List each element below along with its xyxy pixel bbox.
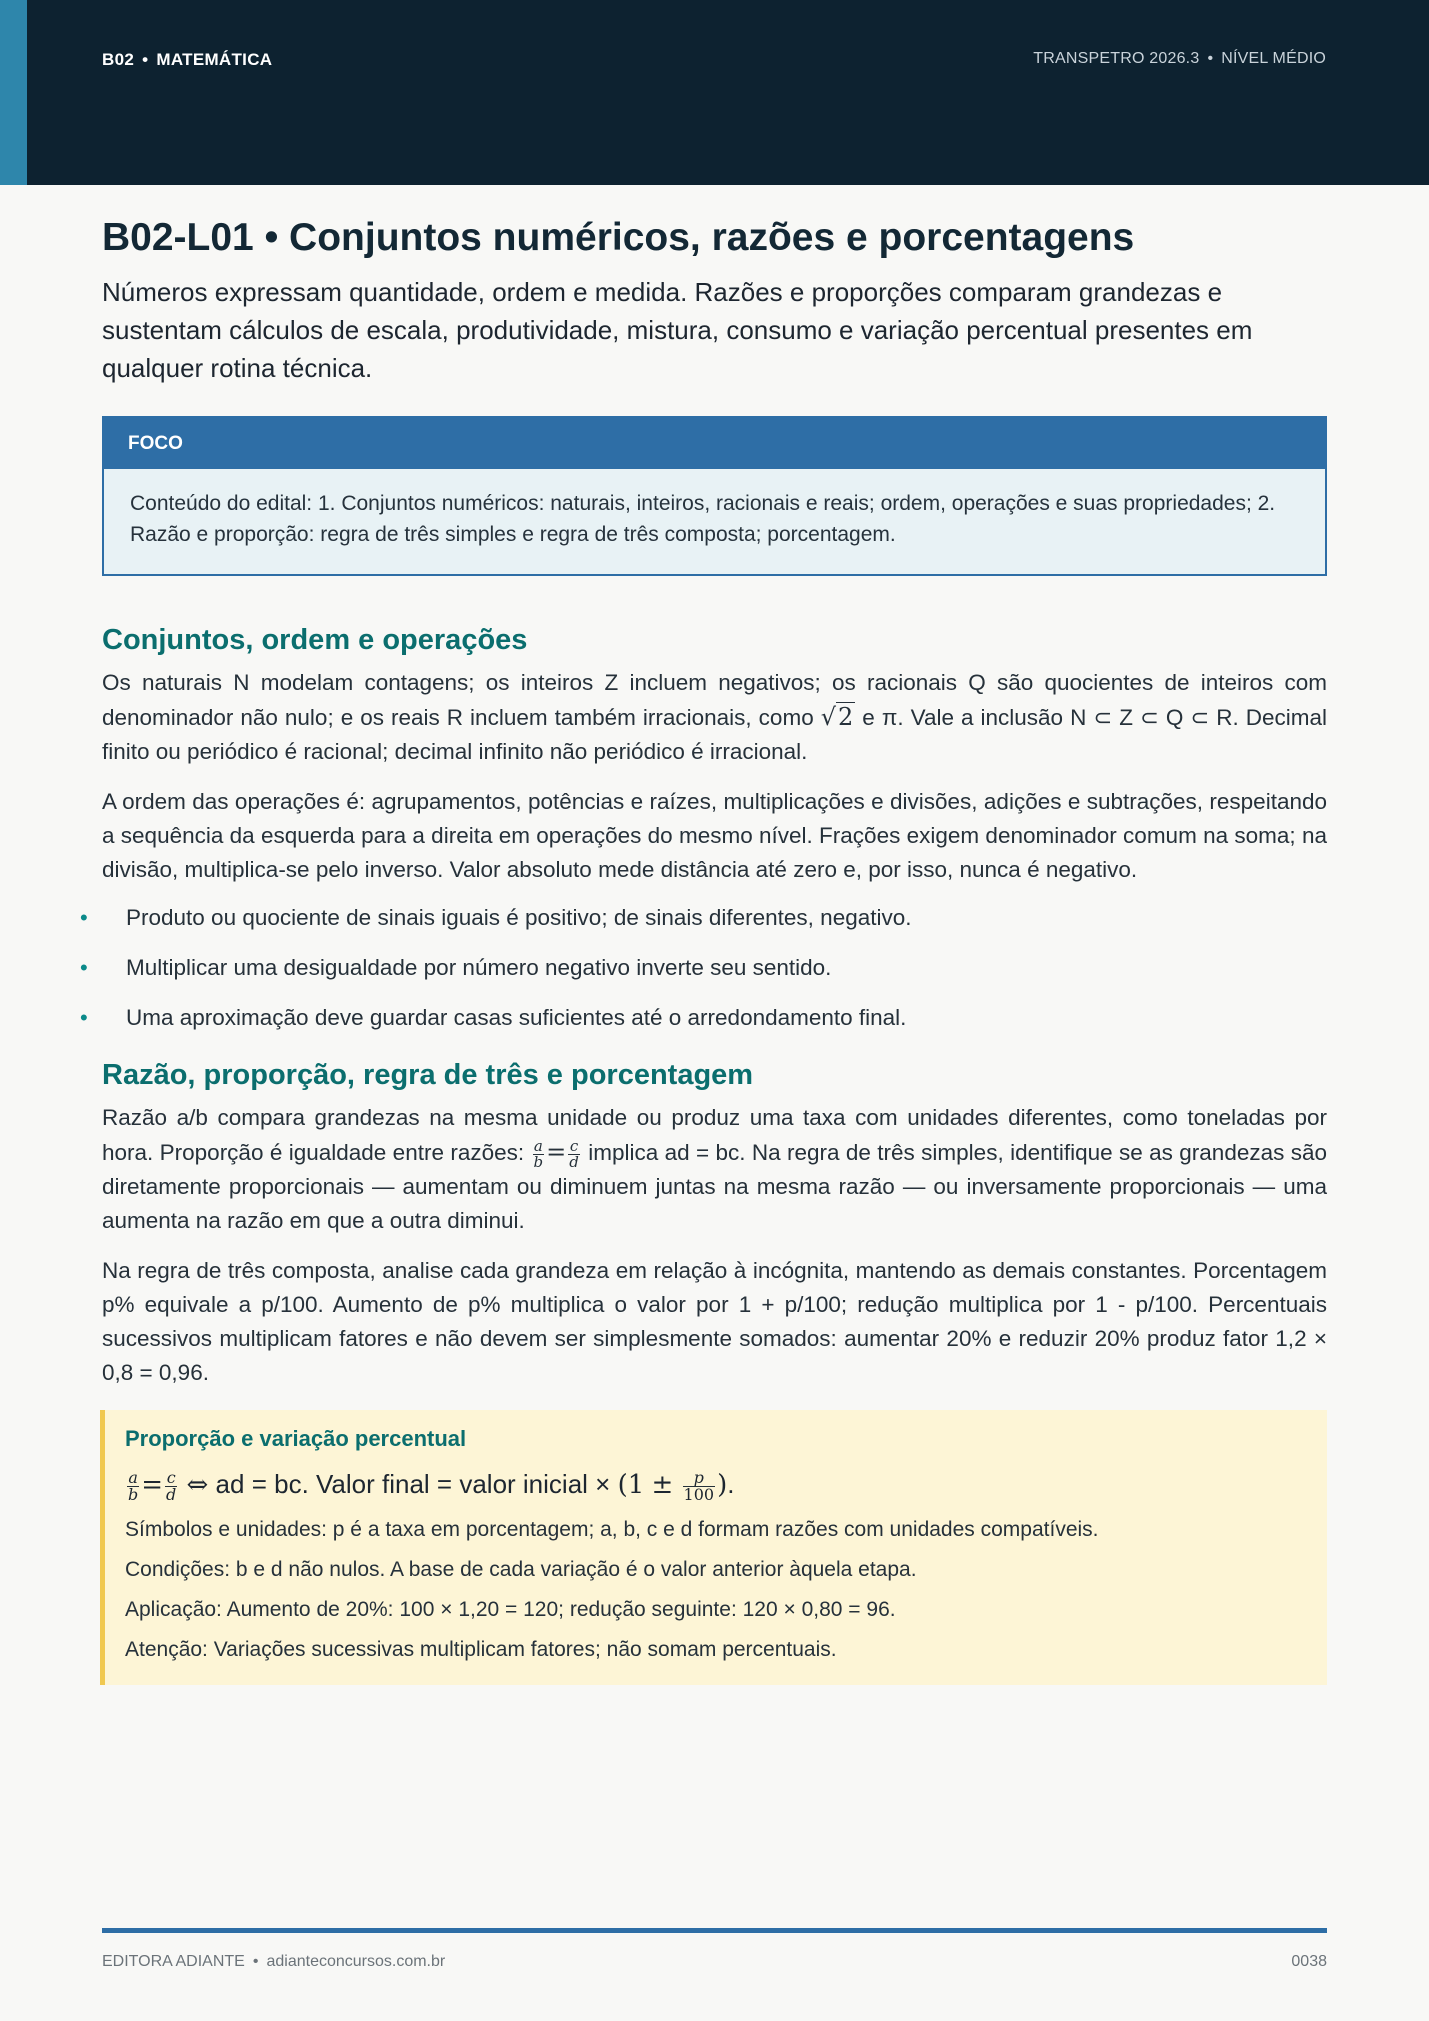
bullet-dot-icon: • <box>80 905 88 930</box>
fraction-numerator: c <box>166 1467 176 1487</box>
fraction-c-over-d <box>568 1136 580 1171</box>
foco-text: Conteúdo do edital: 1. Conjuntos numéricos: naturais, inteiros, racionais e reais; ordem, operações e suas propriedades; 2. Razão e proporção: regra de três simples e regra de três composta; porcentagem. <box>130 492 1276 546</box>
page-header <box>0 0 1429 185</box>
header-subject-name: MATEMÁTICA <box>156 50 273 69</box>
formula-main <box>125 1464 1307 1505</box>
formula-title: Proporção e variação percentual <box>125 1426 467 1451</box>
formula-conditions-line: Condições: b e d não nulos. A base de cada variação é o valor anterior àquela etapa. <box>125 1558 917 1581</box>
fraction-denominator: d <box>569 1152 579 1171</box>
lead-paragraph: Números expressam quantidade, ordem e medida. Razões e proporções comparam grandezas e sustentam cálculos de escala, produtividade, mistura, consumo e variação percentual presentes em qualquer rotina técnica. <box>102 277 1253 383</box>
list-item <box>80 951 1327 985</box>
equals-sign: = <box>546 1138 567 1166</box>
foco-box <box>102 416 1327 576</box>
ratio-p1-part-b: implica ad = bc. Na regra de três simples, identifique se as grandezas são diretamente proporcionais — aumentam ou diminuem juntas na mesma razão — ou inversamente proporcionais — uma aumenta na razão em que a outra diminui. <box>102 1140 1328 1233</box>
formula-symbols-line: Símbolos e unidades: p é a taxa em porcentagem; a, b, c e d formam razões com unidades compatíveis. <box>125 1518 1099 1541</box>
ratio-paragraph-2: Na regra de três composta, analise cada grandeza em relação à incógnita, mantendo as demais constantes. Porcentagem p% equivale a p/100. Aumento de p% multiplica o valor por 1 + p/100; redução multiplica por 1 - p/100. Percentuais sucessivos multiplicam fatores e não devem ser simplesmente somados: aumentar 20% e reduzir 20% produz fator 1,2 × 0,8 = 0,96. <box>102 1258 1327 1385</box>
bullet-text: Uma aproximação deve guardar casas suficientes até o arredondamento final. <box>126 1005 907 1030</box>
plus-minus-symbol: ± <box>651 1470 674 1500</box>
header-block: B02 <box>102 50 135 69</box>
header-separator: • <box>142 50 149 69</box>
page-content <box>80 215 1328 1685</box>
sets-paragraph-1 <box>102 666 1327 769</box>
bullet-dot-icon: • <box>80 1005 88 1030</box>
fraction-denominator: b <box>128 1484 139 1504</box>
fraction-numerator: p <box>683 1470 716 1487</box>
header-subject <box>102 50 272 70</box>
iff-symbol: ⇔ <box>186 1470 209 1500</box>
sets-p1-part-a: Os naturais N modelam contagens; os inteiros Z incluem negativos; os racionais Q são quocientes de inteiros com denominador não nulo; e os reais R incluem também irracionais, como <box>102 670 1327 730</box>
fraction-p-over-100 <box>683 1467 716 1504</box>
header-exam: TRANSPETRO 2026.3 <box>1033 50 1200 67</box>
ratio-p1-part-a: Razão a/b compara grandezas na mesma unidade ou produz uma taxa com unidades diferentes, como toneladas por hora. Proporção é igualdade entre razões: <box>102 1105 1327 1165</box>
paren-close: ) <box>717 1470 728 1500</box>
footer-site-link[interactable]: adianteconcursos.com.br <box>266 1953 446 1970</box>
list-item <box>80 1001 1327 1035</box>
formula-box <box>100 1410 1327 1685</box>
sqrt-radicand: 2 <box>838 703 854 731</box>
section-heading-sets: Conjuntos, ordem e operações <box>102 624 528 656</box>
header-separator-right: • <box>1207 50 1214 67</box>
formula-main-text: ad = bc. Valor final = valor inicial × <box>208 1469 618 1499</box>
equals-sign: = <box>141 1470 164 1500</box>
footer-publisher-name: EDITORA ADIANTE <box>102 1953 245 1970</box>
page-number: 0038 <box>1291 1953 1327 1970</box>
fraction-numerator: a <box>533 1136 543 1155</box>
fraction-a-over-b <box>533 1136 545 1171</box>
header-accent-bar <box>0 0 27 185</box>
formula-attention-line: Atenção: Variações sucessivas multiplicam fatores; não somam percentuais. <box>125 1638 837 1661</box>
list-item <box>80 901 1327 935</box>
bullet-text: Multiplicar uma desigualdade por número negativo inverte seu sentido. <box>126 955 832 980</box>
footer-publisher <box>102 1953 445 1971</box>
ratio-paragraph-1 <box>102 1101 1327 1238</box>
fraction-denominator: b <box>533 1152 544 1171</box>
one: 1 <box>627 1470 645 1500</box>
sets-p1-part-b: e π. Vale a inclusão N ⊂ Z ⊂ Q ⊂ R. Decimal finito ou periódico é racional; decimal infinito não periódico é irracional. <box>102 705 1327 764</box>
fraction-denominator: d <box>166 1484 177 1504</box>
sqrt-symbol: √2 <box>820 703 854 731</box>
fraction-c-over-d <box>165 1467 177 1504</box>
section-heading-ratio: Razão, proporção, regra de três e porcentagem <box>102 1059 754 1091</box>
foco-label: FOCO <box>104 418 1325 469</box>
footer-rule <box>102 1928 1327 1933</box>
header-exam-info <box>1033 50 1326 68</box>
formula-application-line: Aplicação: Aumento de 20%: 100 × 1,20 = 120; redução seguinte: 120 × 0,80 = 96. <box>125 1598 896 1621</box>
fraction-numerator: c <box>569 1136 579 1155</box>
footer-separator: • <box>252 1953 259 1970</box>
sets-bullet-list <box>80 901 1327 1035</box>
header-level: NÍVEL MÉDIO <box>1221 50 1326 67</box>
paren-open: ( <box>617 1470 628 1500</box>
fraction-a-over-b <box>127 1467 139 1504</box>
bullet-dot-icon: • <box>80 955 88 980</box>
page-title: B02-L01 • Conjuntos numéricos, razões e porcentagens <box>102 216 1135 259</box>
formula-end: . <box>727 1469 735 1499</box>
sets-paragraph-2: A ordem das operações é: agrupamentos, potências e raízes, multiplicações e divisões, adições e subtrações, respeitando a sequência da esquerda para a direita em operações do mesmo nível. Frações exigem denominador comum na soma; na divisão, multiplica-se pelo inverso. Valor absoluto mede distância até zero e, por isso, nunca é negativo. <box>102 789 1327 882</box>
fraction-denominator: 100 <box>683 1484 715 1504</box>
bullet-text: Produto ou quociente de sinais iguais é positivo; de sinais diferentes, negativo. <box>126 905 912 930</box>
fraction-numerator: a <box>128 1467 138 1487</box>
